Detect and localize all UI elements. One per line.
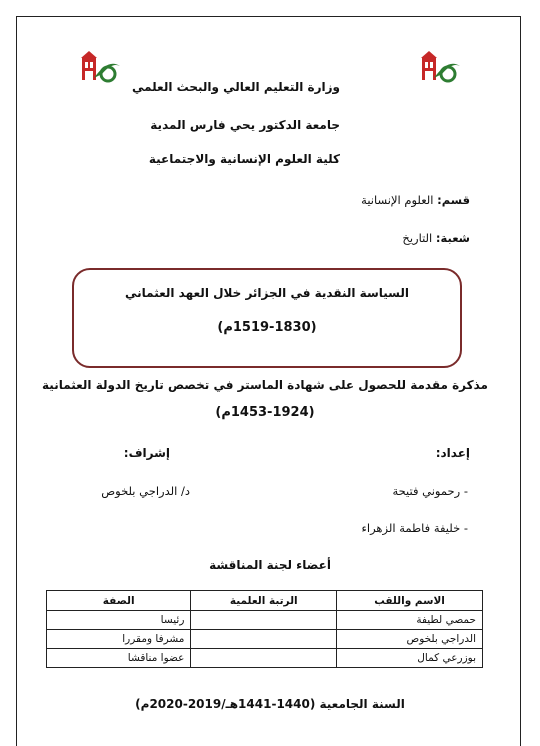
member-rank	[191, 630, 337, 649]
member-rank	[191, 649, 337, 668]
header-role: الصفة	[47, 591, 191, 611]
header-rank: الرتبة العلمية	[191, 591, 337, 611]
preparation-label: إعداد:	[435, 446, 470, 460]
branch-line	[402, 231, 470, 245]
member-role: مشرفا ومقررا	[47, 630, 191, 649]
student-name: - خليفة فاطمة الزهراء	[361, 521, 468, 535]
supervision-label: إشراف:	[123, 446, 170, 460]
ministry-name: وزارة التعليم العالي والبحث العلمي	[131, 80, 340, 94]
member-name: حمصي لطيفة	[337, 611, 483, 630]
member-role: رئيسا	[47, 611, 191, 630]
student-name: - رحموني فتيحة	[392, 484, 468, 498]
member-name: بوزرعي كمال	[337, 649, 483, 668]
memo-description: مذكرة مقدمة للحصول على شهادة الماستر في تخصص تاريخ الدولة العثمانية	[42, 378, 488, 392]
faculty-name: كلية العلوم الإنسانية والاجتماعية	[148, 152, 340, 166]
university-logo-left	[78, 48, 122, 88]
branch-value: التاريخ	[402, 231, 436, 245]
department-value: العلوم الإنسانية	[361, 193, 438, 207]
department-label: قسم:	[437, 193, 470, 207]
table-row	[47, 611, 483, 630]
thesis-title: السياسة النقدية في الجزائر خلال العهد العثماني	[125, 286, 409, 300]
university-name: جامعة الدكتور يحي فارس المدية	[150, 118, 340, 132]
member-name: الدراجي بلخوص	[337, 630, 483, 649]
university-logo-right	[418, 48, 462, 88]
table-row	[47, 630, 483, 649]
title-frame	[72, 268, 462, 368]
table-header-row	[47, 591, 483, 611]
logo-caption-left	[70, 86, 130, 91]
department-line	[361, 193, 470, 207]
committee-title: أعضاء لجنة المناقشة	[209, 558, 331, 572]
member-rank	[191, 611, 337, 630]
supervisor-name: د/ الدراجي بلخوص	[101, 484, 190, 498]
thesis-years: (1519-1830م)	[217, 320, 317, 335]
member-role: عضوا مناقشا	[47, 649, 191, 668]
academic-year: السنة الجامعية (1440-1441هـ/2019-2020م)	[135, 697, 405, 711]
memo-years: (1453-1924م)	[215, 405, 315, 420]
logo-caption-right	[410, 86, 470, 91]
table-row	[47, 649, 483, 668]
header-name: الاسم واللقب	[337, 591, 483, 611]
branch-label: شعبة:	[435, 231, 470, 245]
committee-table	[46, 590, 483, 668]
